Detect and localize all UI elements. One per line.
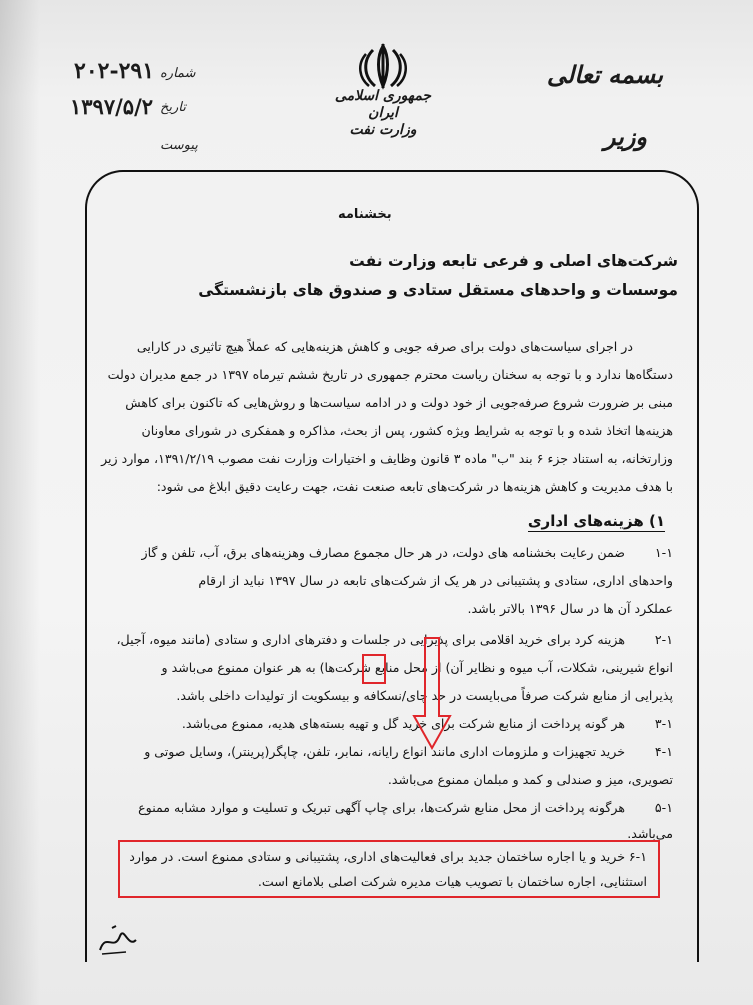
attachment-label: پیوست — [160, 138, 198, 153]
ministry-name: وزارت نفت — [349, 122, 417, 138]
basmala: بسمه تعالی — [546, 60, 663, 89]
ministry-heading — [318, 88, 448, 139]
item-line: استثنایی، اجاره ساختمان با تصویب هیات مدیره شرکت اصلی بلامانع است. — [257, 874, 647, 889]
republic-name: جمهوری اسلامی ایران — [334, 88, 432, 121]
item-number: ۵-۱ — [654, 800, 673, 815]
item-number: ۲-۱ — [654, 632, 673, 647]
item-number: ۳-۱ — [654, 716, 673, 731]
addressee-line-2: موسسات و واحدهای مستقل ستادی و صندوق های بازنشستگی — [198, 281, 678, 299]
item-number: ۶-۱ — [628, 849, 647, 864]
intro-line-5: وزارتخانه، به استناد جزء ۶ بند "ب" ماده ۳ قانون وظایف و اختیارات وزارت نفت مصوب ۱۳۹۱/۲/۱۹، موارد زیر — [101, 451, 673, 466]
item-line: خرید تجهیزات و ملزومات اداری مانند انواع رایانه، نمابر، تلفن، چاپگر(پرینتر)، وسایل صوتی و — [144, 744, 625, 759]
highlight-square — [362, 654, 386, 684]
item-line: تصویری، میز و صندلی و کمد و مبلمان ممنوع می‌باشد. — [387, 772, 673, 787]
item-line: انواع شیرینی، شکلات، آب میوه و نظایر آن) از محل منابع شرکت‌ها) به هر عنوان ممنوع می‌باشد و — [161, 660, 673, 675]
item-line: خرید و یا اجاره ساختمان جدید برای فعالیت‌های اداری، پشتیبانی و ستادی ممنوع است. در موارد — [129, 849, 625, 864]
date-value: ۱۳۹۷/۵/۲ — [70, 94, 154, 119]
signature-icon — [96, 922, 142, 958]
item-number: ۱-۱ — [654, 545, 673, 560]
item-line: می‌باشد. — [627, 826, 673, 841]
item-number: ۴-۱ — [654, 744, 673, 759]
item-line: عملکرد آن ها در سال ۱۳۹۶ بالاتر باشد. — [467, 601, 673, 616]
minister-title: وزیر — [603, 122, 647, 151]
section-title: ۱) هزینه‌های اداری — [527, 512, 665, 530]
intro-line-4: هزینه‌ها اتخاذ شده و با توجه به شرایط ویژه کشور، پس از بحث، مذاکره و همفکری در شورای معاونان — [141, 423, 673, 438]
item-line: پذیرایی از منابع شرکت صرفاً می‌بایست در حد چای/نسکافه و بیسکویت از تولیدات داخلی باشد. — [176, 688, 673, 703]
item-line: هر گونه پرداخت از منابع شرکت برای خرید گل و تهیه بسته‌های هدیه، ممنوع می‌باشد. — [181, 716, 625, 731]
intro-line-1: در اجرای سیاست‌های دولت برای صرفه جویی و کاهش هزینه‌هایی که عملاً هیچ تاثیری در کارایی — [136, 339, 633, 354]
iran-emblem-icon — [355, 42, 411, 90]
page-shadow — [0, 0, 40, 1005]
item-line: هزینه کرد برای خرید اقلامی برای پذیرایی در جلسات و دفترهای اداری و ستادی (مانند میوه، آجیل، — [116, 632, 625, 647]
intro-line-2: دستگاه‌ها ندارد و با توجه به سخنان ریاست محترم جمهوری در تاریخ ششم تیرماه ۱۳۹۷ در جمع مدیران دولت — [107, 367, 673, 382]
number-value: ۲۰۲-۲۹۱ — [74, 58, 155, 84]
addressee-line-1: شرکت‌های اصلی و فرعی تابعه وزارت نفت — [349, 252, 678, 270]
intro-line-6: با هدف مدیریت و کاهش هزینه‌ها در شرکت‌های تابعه صنعت نفت، جهت رعایت دقیق ابلاغ می شود: — [156, 479, 673, 494]
item-line: ضمن رعایت بخشنامه های دولت، در هر حال مجموع مصارف وهزینه‌های برق، آب، تلفن و گاز — [141, 545, 625, 560]
circular-title: بخشنامه — [338, 207, 392, 222]
item-line: هرگونه پرداخت از محل منابع شرکت‌ها، برای چاپ آگهی تبریک و تسلیت و موارد مشابه ممنوع — [138, 800, 625, 815]
highlight-box — [118, 840, 660, 898]
date-label: تاریخ — [160, 100, 186, 115]
number-label: شماره — [160, 66, 196, 81]
intro-line-3: مبنی بر ضرورت شروع صرفه‌جویی از خود دولت و در ادامه سیاست‌ها و روش‌هایی که تاکنون برای کاهش — [125, 395, 673, 410]
item-line: واحدهای اداری، ستادی و پشتیبانی در هر یک از شرکت‌های تابعه در سال ۱۳۹۷ نباید از ارقام — [198, 573, 673, 588]
arrow-down-icon — [412, 636, 452, 750]
